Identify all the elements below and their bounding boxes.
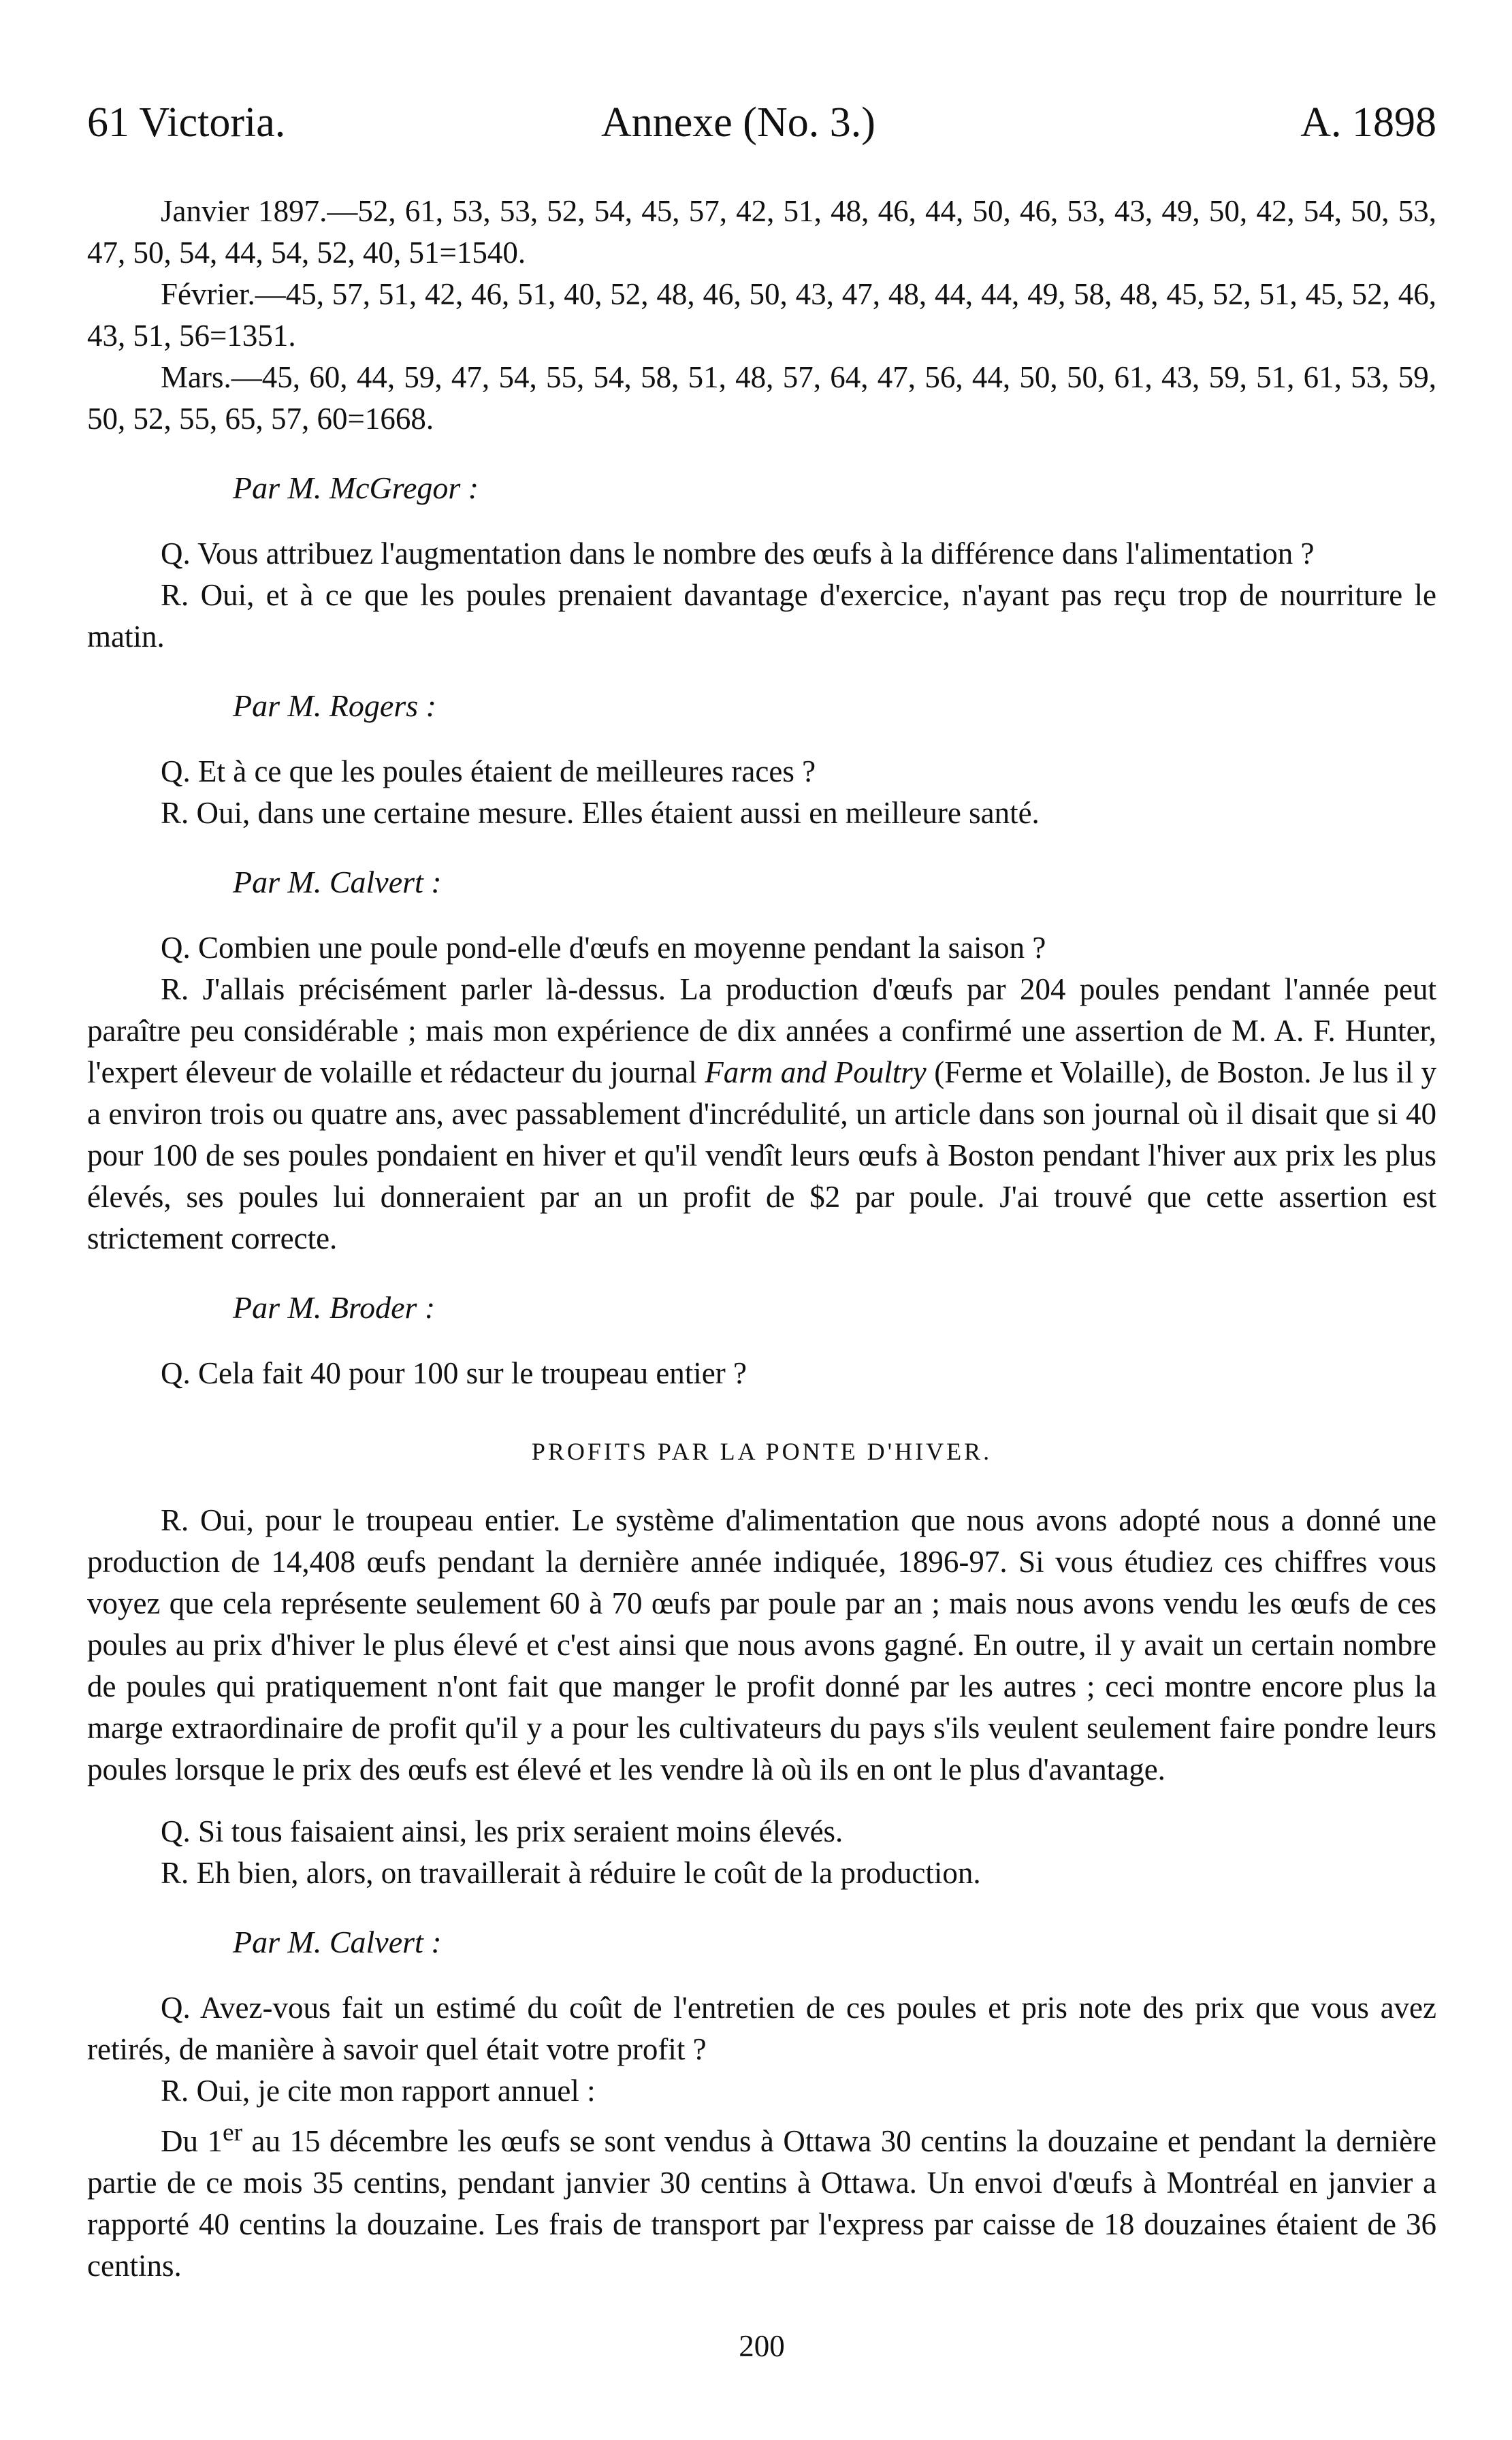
question-1: Q. Vous attribuez l'augmentation dans le nombre des œufs à la différence dans l'alimentation ? bbox=[161, 536, 1315, 571]
speaker-calvert-1: Par M. Calvert : bbox=[233, 865, 442, 899]
document-page bbox=[87, 82, 1436, 2410]
document-body bbox=[87, 191, 1436, 2287]
answer-3-part-a: R. J'allais précisément parler là-dessus. La production d'œufs par 204 poules pendant l'année peut paraître peu considérable ; mais mon expérience de dix années a confirmé une assertion de M. A. F. Hunter, l'expert éleveur de volaille et rédacteur du journal bbox=[87, 972, 1436, 1089]
data-janvier: Janvier 1897.—52, 61, 53, 53, 52, 54, 45, 57, 42, 51, 48, 46, 44, 50, 46, 53, 43, 49, 50, 42, 54, 50, 53, 47, 50, 54, 44, 54, 52, 40, 51=1540. bbox=[87, 194, 1436, 270]
question-2: Q. Et à ce que les poules étaient de meilleures races ? bbox=[161, 754, 816, 788]
answer-3 bbox=[87, 969, 1436, 1259]
answer-2: R. Oui, dans une certaine mesure. Elles étaient aussi en meilleure santé. bbox=[161, 796, 1040, 830]
report-quote-start: Du 1 bbox=[161, 2124, 223, 2158]
report-quote-superscript: er bbox=[222, 2119, 243, 2147]
report-quote-rest: au 15 décembre les œufs se sont vendus à Ottawa 30 centins la douzaine et pendant la dernière partie de ce mois 35 centins, pendant janvier 30 centins à Ottawa. Un envoi d'œufs à Montréal en janvier a rapporté 40 centins la douzaine. Les frais de transport par l'express par caisse de 18 douzaines étaient de 36 centins. bbox=[87, 2124, 1436, 2283]
speaker-mcgregor: Par M. McGregor : bbox=[233, 470, 479, 505]
answer-1: R. Oui, et à ce que les poules prenaient davantage d'exercice, n'ayant pas reçu trop de nourriture le matin. bbox=[87, 578, 1436, 654]
speaker-calvert-2: Par M. Calvert : bbox=[233, 1925, 442, 1959]
spacer bbox=[87, 1791, 1436, 1811]
question-6: Q. Avez-vous fait un estimé du coût de l'entretien de ces poules et pris note des prix que vous avez retirés, de manière à savoir quel était votre profit ? bbox=[87, 1991, 1436, 2066]
running-header bbox=[87, 95, 1436, 150]
header-annex: Annexe (No. 3.) bbox=[601, 99, 875, 146]
journal-title: Farm and Poultry bbox=[705, 1055, 927, 1089]
question-3: Q. Combien une poule pond-elle d'œufs en moyenne pendant la saison ? bbox=[161, 931, 1046, 965]
report-quote bbox=[87, 2112, 1436, 2287]
data-fevrier: Février.—45, 57, 51, 42, 46, 51, 40, 52, 48, 46, 50, 43, 47, 48, 44, 44, 49, 58, 48, 45, 52, 51, 45, 52, 46, 43, 51, 56=1351. bbox=[87, 277, 1436, 353]
speaker-broder: Par M. Broder : bbox=[233, 1290, 436, 1325]
question-4: Q. Cela fait 40 pour 100 sur le troupeau entier ? bbox=[161, 1356, 747, 1390]
section-heading: PROFITS PAR LA PONTE D'HIVER. bbox=[531, 1438, 993, 1465]
header-year: A. 1898 bbox=[1300, 99, 1436, 146]
question-5: Q. Si tous faisaient ainsi, les prix seraient moins élevés. bbox=[161, 1814, 843, 1848]
answer-3-part-b: (Ferme et Volaille), de Boston. Je lus il y a environ trois ou quatre ans, avec passablement d'incrédulité, un article dans son journal où il disait que si 40 pour 100 de ses poules pondaient en hiver et qu'il vendît leurs œufs à Boston pendant l'hiver aux prix les plus élevés, ses poules lui donneraient par an un profit de $2 par poule. J'ai trouvé que cette assertion est strictement correcte. bbox=[87, 1055, 1436, 1255]
answer-5: R. Eh bien, alors, on travaillerait à réduire le coût de la production. bbox=[161, 1856, 981, 1890]
page-number: 200 bbox=[739, 2329, 785, 2363]
answer-6: R. Oui, je cite mon rapport annuel : bbox=[161, 2074, 596, 2108]
answer-4: R. Oui, pour le troupeau entier. Le système d'alimentation que nous avons adopté nous a donné une production de 14,408 œufs pendant la dernière année indiquée, 1896-97. Si vous étudiez ces chiffres vous voyez que cela représente seulement 60 à 70 œufs par poule par an ; mais nous avons vendu les œufs de ces poules au prix d'hiver le plus élevé et c'est ainsi que nous avons gagné. En outre, il y avait un certain nombre de poules qui pratiquement n'ont fait que manger le profit donné par les autres ; ceci montre encore plus la marge extraordinaire de profit qu'il y a pour les cultivateurs du pays s'ils veulent seulement faire pondre leurs poules lorsque le prix des œufs est élevé et les vendre là où ils en ont le plus d'avantage. bbox=[87, 1503, 1436, 1786]
speaker-rogers: Par M. Rogers : bbox=[233, 688, 436, 723]
data-mars: Mars.—45, 60, 44, 59, 47, 54, 55, 54, 58, 51, 48, 57, 64, 47, 56, 44, 50, 50, 61, 43, 59, 51, 61, 53, 59, 50, 52, 55, 65, 57, 60=1668. bbox=[87, 360, 1436, 436]
header-volume: 61 Victoria. bbox=[87, 99, 286, 146]
